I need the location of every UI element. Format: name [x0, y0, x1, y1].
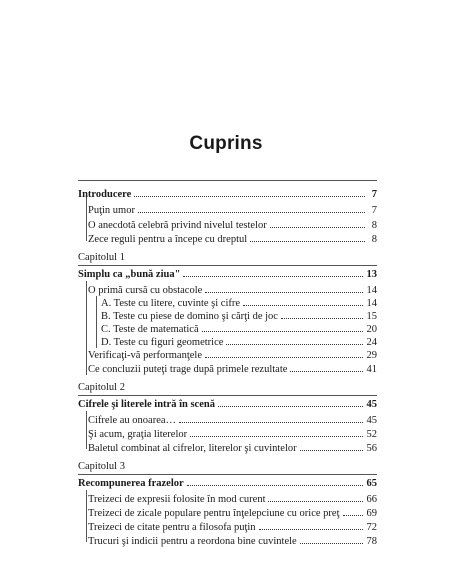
toc-entry-title: C. Teste de matematică	[101, 324, 199, 335]
toc-heading-title: Recompunerea frazelor	[78, 478, 184, 489]
toc-page-number: 14	[366, 285, 377, 296]
section-bracket	[86, 281, 87, 375]
chapter-label: Capitolul 1	[78, 252, 125, 263]
toc-entry[interactable]	[88, 413, 377, 426]
toc-entry-title: Puţin umor	[88, 205, 135, 216]
page-title: Cuprins	[189, 133, 263, 154]
toc-entry-title: B. Teste cu piese de domino şi cărţi de joc	[101, 311, 278, 322]
toc-page-number: 14	[366, 298, 377, 309]
toc-entry-title: O anecdotă celebră privind nivelul testelor	[88, 220, 267, 231]
toc-entry-title: D. Teste cu figuri geometrice	[101, 337, 224, 348]
toc-heading-title: Cifrele şi literele intră în scenă	[78, 399, 215, 410]
toc-page-number: 45	[366, 399, 377, 410]
toc-entry[interactable]	[88, 348, 377, 361]
toc-entry[interactable]	[88, 218, 377, 231]
toc-heading-chapter-1[interactable]	[78, 267, 377, 280]
toc-entry-title: Treizeci de citate pentru a filosofa puţin	[88, 522, 256, 533]
chapter-label: Capitolul 3	[78, 461, 125, 472]
toc-entry-title: Ce concluzii puteţi trage după primele rezultate	[88, 364, 288, 375]
toc-entry[interactable]	[88, 203, 377, 216]
toc-heading-chapter-2[interactable]	[78, 397, 377, 410]
toc-subentry[interactable]	[101, 335, 377, 348]
toc-page-number: 52	[366, 429, 377, 440]
toc-entry[interactable]	[88, 492, 377, 505]
toc-page-number: 7	[371, 205, 377, 216]
toc-entry-title: Zece reguli pentru a începe cu dreptul	[88, 234, 248, 245]
toc-heading-chapter-3[interactable]	[78, 476, 377, 489]
section-divider	[78, 180, 377, 181]
toc-page-number: 69	[366, 508, 377, 519]
toc-page-number: 8	[371, 220, 377, 231]
toc-entry[interactable]	[88, 362, 377, 375]
toc-subentry[interactable]	[101, 296, 377, 309]
toc-subentry[interactable]	[101, 309, 377, 322]
toc-page-number: 20	[366, 324, 377, 335]
toc-entry-title: O primă cursă cu obstacole	[88, 285, 203, 296]
toc-page-number: 66	[366, 494, 377, 505]
toc-heading-introducere[interactable]	[78, 187, 377, 200]
toc-page-number: 15	[366, 311, 377, 322]
toc-entry-title: Baletul combinat al cifrelor, literelor şi cuvintelor	[88, 443, 297, 454]
toc-page-number: 56	[366, 443, 377, 454]
toc-entry-title: A. Teste cu litere, cuvinte şi cifre	[101, 298, 241, 309]
toc-page-number: 65	[366, 478, 377, 489]
toc-page-number: 8	[371, 234, 377, 245]
section-divider	[78, 474, 377, 475]
toc-entry[interactable]	[88, 534, 377, 547]
section-divider	[78, 395, 377, 396]
toc-page-number: 7	[371, 189, 377, 200]
section-divider	[78, 265, 377, 266]
toc-subentry[interactable]	[101, 322, 377, 335]
toc-heading-title: Simplu ca „bună ziua"	[78, 269, 181, 280]
section-bracket	[86, 490, 87, 542]
subsection-bracket	[96, 296, 97, 348]
toc-page-number: 24	[366, 337, 377, 348]
toc-entry[interactable]	[88, 506, 377, 519]
toc-entry-title: Cifrele au onoarea…	[88, 415, 177, 426]
toc-page-number: 72	[366, 522, 377, 533]
toc-entry[interactable]	[88, 283, 377, 296]
toc-entry[interactable]	[88, 520, 377, 533]
toc-entry-title: Trucuri şi indicii pentru a reordona bine cuvintele	[88, 536, 297, 547]
toc-page-number: 29	[366, 350, 377, 361]
toc-entry-title: Treizeci de expresii folosite în mod curent	[88, 494, 266, 505]
toc-heading-title: Introducere	[78, 189, 132, 200]
toc-entry[interactable]	[88, 441, 377, 454]
toc-entry-title: Verificaţi-vă performanţele	[88, 350, 202, 361]
toc-page-number: 13	[366, 269, 377, 280]
toc-entry[interactable]	[88, 427, 377, 440]
section-bracket	[86, 195, 87, 241]
chapter-label: Capitolul 2	[78, 382, 125, 393]
toc-entry-title: Şi acum, graţia literelor	[88, 429, 188, 440]
section-bracket	[86, 411, 87, 449]
toc-page-number: 41	[366, 364, 377, 375]
toc-page-number: 78	[366, 536, 377, 547]
toc-page-number: 45	[366, 415, 377, 426]
toc-entry[interactable]	[88, 232, 377, 245]
toc-entry-title: Treizeci de zicale populare pentru înţelepciune cu orice preţ	[88, 508, 340, 519]
